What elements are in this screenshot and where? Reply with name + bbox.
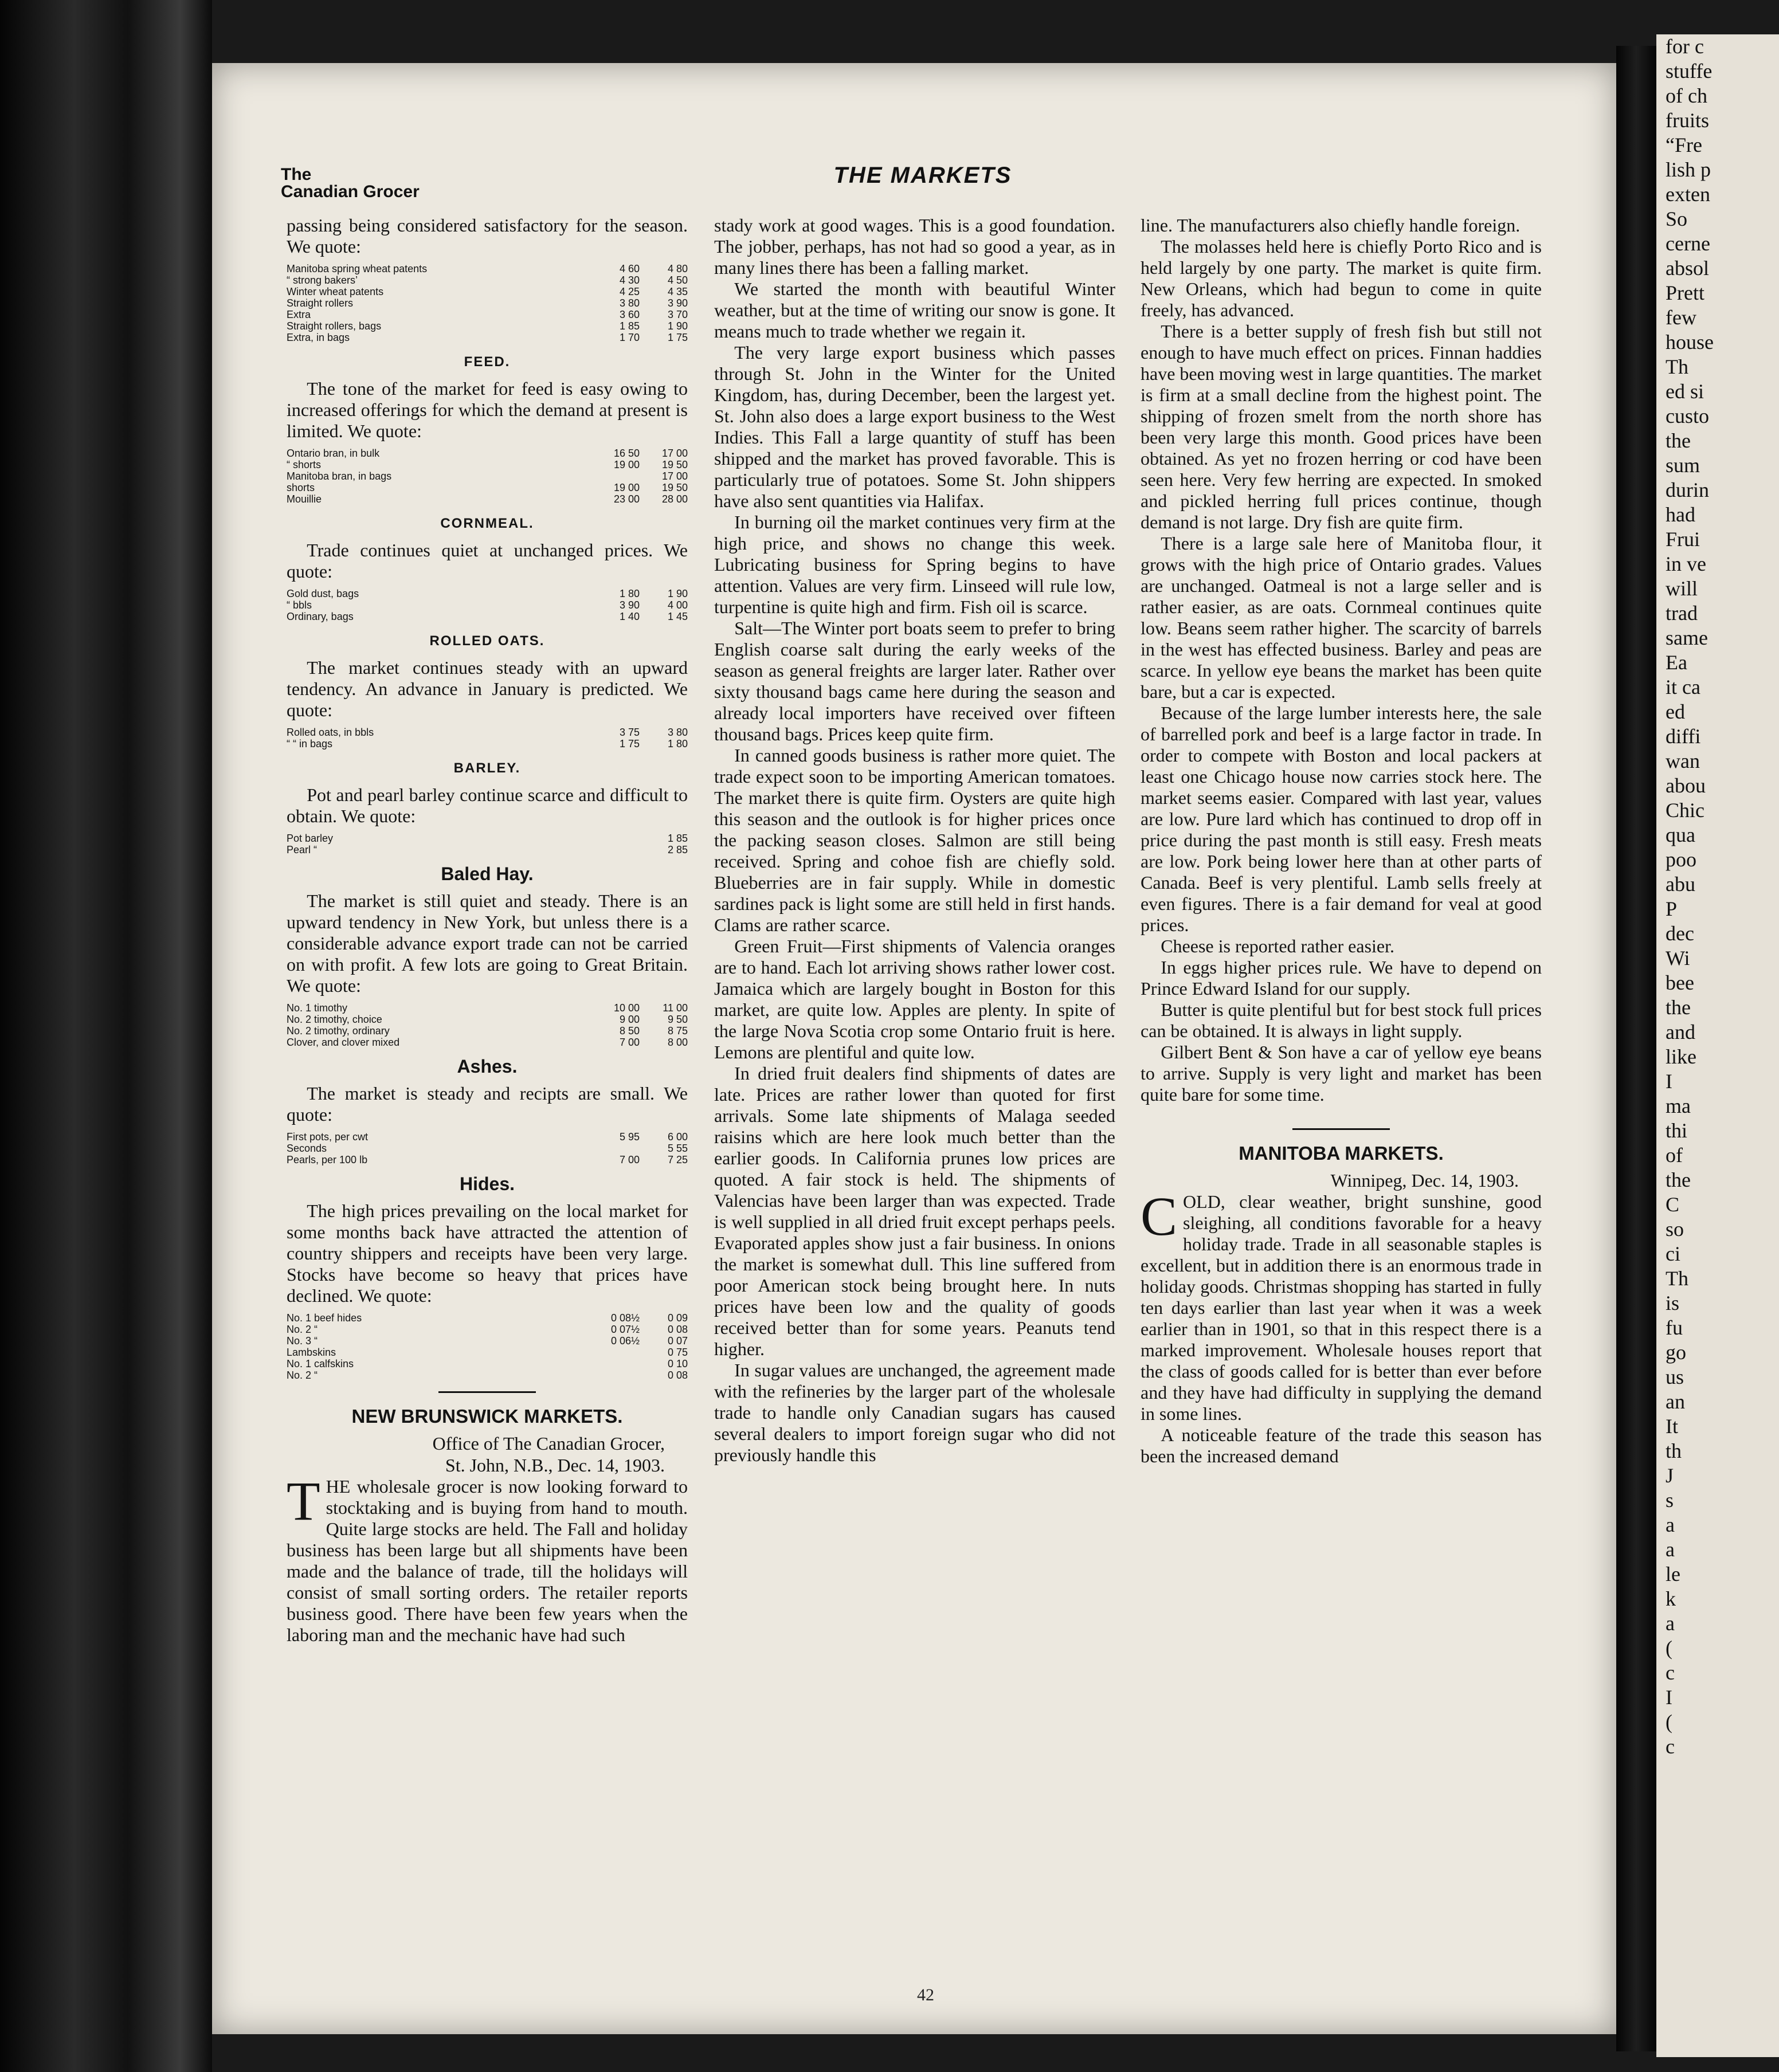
quote-item [287, 286, 591, 297]
quote-item [287, 448, 591, 459]
quote-low: 0 06½ [610, 1335, 640, 1347]
quote-row [287, 448, 688, 459]
adjacent-page-text: th [1666, 1439, 1682, 1462]
quote-item-label: Manitoba spring wheat patents [287, 263, 429, 274]
manitoba-paragraph-2: A noticeable feature of the trade this season has been the increased demand [1141, 1424, 1542, 1466]
feed-quotes-table [287, 448, 688, 505]
adjacent-page-text: it ca [1666, 676, 1700, 698]
quote-low: 3 90 [619, 599, 640, 611]
quote-row [287, 738, 688, 749]
book-binding [0, 0, 212, 2072]
barley-paragraph: Pot and pearl barley continue scarce and difficult to obtain. We quote: [287, 784, 688, 826]
quote-item-label: No. 1 beef hides [287, 1312, 364, 1324]
quote-high: 1 90 [667, 320, 688, 332]
quote-row [287, 1154, 688, 1166]
adjacent-page-text: Ea [1666, 651, 1687, 674]
column-2 [714, 215, 1115, 1466]
quote-row [287, 263, 688, 274]
adjacent-page-text: had [1666, 503, 1695, 526]
quote-row [287, 611, 688, 622]
quote-item [287, 459, 591, 470]
adjacent-page-text: the [1666, 996, 1691, 1019]
quote-item-label: shorts [287, 482, 317, 493]
adjacent-page-text: in ve [1666, 552, 1706, 575]
col2-paragraph-5: Salt—The Winter port boats seem to prefer to bring English coarse salt during the early weeks of the season as general freights are larger later. Rather over sixty thousand bags came here during the season and already local importers have received over fifteen thousand bags. Prices keep quite firm. [714, 618, 1115, 744]
nb-dateline: St. John, N.B., Dec. 14, 1903. [445, 1455, 665, 1475]
quote-item-label: Pot barley [287, 833, 335, 844]
quote-high: 0 07 [667, 1335, 688, 1347]
quote-high: 7 25 [667, 1154, 688, 1166]
quote-item [287, 274, 591, 286]
quote-item-label: Pearls, per 100 lb [287, 1154, 370, 1166]
quote-row [287, 844, 688, 856]
quote-row [287, 588, 688, 599]
manitoba-paragraph-1 [1141, 1186, 1542, 1424]
adjacent-page-text: diffi [1666, 725, 1701, 748]
adjacent-page-text: same [1666, 626, 1708, 649]
quote-high: 0 08 [667, 1324, 688, 1335]
quote-item [287, 1131, 591, 1143]
quote-low: 9 00 [619, 1014, 640, 1025]
quote-row [287, 482, 688, 493]
quote-item-label: “ bbls [287, 599, 314, 611]
adjacent-page-text: le [1666, 1563, 1680, 1586]
quote-item-label: No. 2 timothy, choice [287, 1014, 385, 1025]
adjacent-page-text: lish p [1666, 158, 1711, 181]
quote-item [287, 1014, 591, 1025]
adjacent-page-text: like [1666, 1045, 1696, 1068]
adjacent-page-text: Wi [1666, 947, 1690, 970]
col2-paragraph-9: In sugar values are unchanged, the agreement made with the refineries by the larger part of the wholesale trade to handle only Canadian sugars has caused several dealers to import foreign sugar who did not previously handle this [714, 1360, 1115, 1465]
quote-high: 17 00 [661, 448, 688, 459]
quote-high: 17 00 [661, 470, 688, 482]
quote-row [287, 332, 688, 343]
quote-item-label: Extra, in bags [287, 332, 352, 343]
hides-quotes-table [287, 1312, 688, 1381]
adjacent-page-text: is [1666, 1292, 1680, 1314]
quote-low [591, 833, 640, 844]
nb-text: HE wholesale grocer is now looking forward to stocktaking and is buying from hand to mouth. Quite large stocks are held. The Fall and holiday business has been large but all shipments have been made and the balance of trade, till the holidays will consist of small sorting orders. The retailer reports business good. There have been few years when the laboring man and the mechanic have had such [287, 1476, 688, 1645]
quote-low [591, 1143, 640, 1154]
quote-high: 3 70 [667, 309, 688, 320]
quote-high: 3 90 [667, 297, 688, 309]
manitoba-dateline: Winnipeg, Dec. 14, 1903. [1330, 1170, 1519, 1191]
quote-low: 4 30 [619, 274, 640, 286]
quote-row [287, 320, 688, 332]
adjacent-page-text: will [1666, 577, 1698, 600]
quote-high: 8 75 [667, 1025, 688, 1037]
adjacent-page-text: I [1666, 1070, 1672, 1093]
barley-quotes-table [287, 833, 688, 856]
quote-low: 4 25 [619, 286, 640, 297]
ashes-quotes-table [287, 1131, 688, 1166]
brand-line-1: The [281, 165, 312, 184]
section-divider [438, 1391, 536, 1393]
quote-item-label: Extra [287, 309, 313, 320]
quote-high: 4 80 [667, 263, 688, 274]
adjacent-page-text: wan [1666, 749, 1700, 772]
quote-item [287, 599, 591, 611]
newspaper-page [212, 63, 1616, 2034]
quote-high: 0 09 [667, 1312, 688, 1324]
col3-paragraph-6: Cheese is reported rather easier. [1161, 936, 1394, 956]
quote-high: 0 08 [667, 1369, 688, 1381]
quote-item [287, 1025, 591, 1037]
col2-paragraph-4: In burning oil the market continues very firm at the high price, and shows no change this week. Lubricating business for Spring begins to have attention. Values are very firm. Linseed will rule low, turpentine is quite high and firm. Fish oil is scarce. [714, 512, 1115, 617]
cornmeal-quotes-table [287, 588, 688, 622]
quote-high: 19 50 [661, 459, 688, 470]
quote-row [287, 1369, 688, 1381]
col3-paragraph-7: In eggs higher prices rule. We have to depend on Prince Edward Island for our supply. [1141, 957, 1542, 999]
adjacent-page-text: the [1666, 429, 1691, 452]
quote-high: 28 00 [661, 493, 688, 505]
manitoba-dropcap: C [1141, 1186, 1178, 1247]
adjacent-page-text: P [1666, 897, 1678, 920]
adjacent-page-text: ed si [1666, 380, 1704, 403]
quote-item-label: Manitoba bran, in bags [287, 470, 394, 482]
quote-item-label: No. 1 timothy [287, 1002, 350, 1014]
intro-paragraph: passing being considered satisfactory for the season. We quote: [287, 215, 688, 257]
quote-row [287, 1037, 688, 1048]
quote-high: 8 00 [667, 1037, 688, 1048]
quote-row [287, 470, 688, 482]
quote-low [591, 1347, 640, 1358]
section-title: THE MARKETS [833, 163, 1012, 188]
quote-row [287, 833, 688, 844]
quote-row [287, 459, 688, 470]
col2-paragraph-2: We started the month with beautiful Winter weather, but at the time of writing our snow is gone. It means much to trade whether we regain it. [714, 278, 1115, 342]
quote-low [591, 844, 640, 856]
quote-item-label: “ “ in bags [287, 738, 335, 749]
quote-row [287, 599, 688, 611]
rolled-oats-paragraph: The market continues steady with an upward tendency. An advance in January is predicted. We quote: [287, 657, 688, 720]
adjacent-page-text: exten [1666, 183, 1710, 206]
adjacent-page-text: and [1666, 1021, 1695, 1043]
quote-row [287, 1347, 688, 1358]
manitoba-heading: MANITOBA MARKETS. [1239, 1143, 1444, 1164]
adjacent-page-text: durin [1666, 478, 1709, 501]
rolled-oats-quotes-table [287, 727, 688, 749]
adjacent-page-text: It [1666, 1415, 1678, 1438]
adjacent-page-text: C [1666, 1193, 1680, 1216]
quote-low: 4 60 [619, 263, 640, 274]
quote-item [287, 309, 591, 320]
hides-paragraph: The high prices prevailing on the local market for some months back have attracted the attention of country shippers and receipts have been very large. Stocks have become so heavy that prices have declined. We quote: [287, 1200, 688, 1306]
page-gutter [1616, 46, 1656, 2051]
quote-high: 9 50 [667, 1014, 688, 1025]
quote-low: 23 00 [613, 493, 640, 505]
quote-item [287, 588, 591, 599]
adjacent-page-text: c [1666, 1661, 1675, 1684]
quote-high: 4 00 [667, 599, 688, 611]
adjacent-page-text: ma [1666, 1094, 1691, 1117]
quote-item-label: Gold dust, bags [287, 588, 361, 599]
quote-low: 7 00 [619, 1037, 640, 1048]
column-1 [287, 215, 688, 1646]
col3-paragraph-2: The molasses held here is chiefly Porto Rico and is held largely by one party. The market is quite firm. New Orleans, which had begun to come in quite freely, has advanced. [1141, 236, 1542, 320]
ashes-paragraph: The market is steady and recipts are small. We quote: [287, 1083, 688, 1125]
adjacent-page-text: a [1666, 1538, 1675, 1561]
quote-item-label: Mouillie [287, 493, 324, 505]
adjacent-page-text: ci [1666, 1242, 1680, 1265]
quote-row [287, 1025, 688, 1037]
quote-row [287, 1312, 688, 1324]
adjacent-page-text: c [1666, 1735, 1675, 1758]
adjacent-page-text: custo [1666, 405, 1709, 427]
quote-low: 19 00 [613, 459, 640, 470]
quote-row [287, 1358, 688, 1369]
quote-high: 4 35 [667, 286, 688, 297]
quote-item-label: No. 2 “ [287, 1324, 320, 1335]
quote-high: 3 80 [667, 727, 688, 738]
quote-row [287, 297, 688, 309]
col3-paragraph-5: Because of the large lumber interests here, the sale of barrelled pork and beef is a large factor in trade. In order to compete with Boston and local packers at least one Chicago house now carries stock here. The market seems easier. Compared with last year, values are low. Pure lard which has continued to drop off in price during the past month is still easy. Fresh meats are low. Pork being lower here than at other parts of Canada. Beef is very plentiful. Lamb sells freely at even figures. There is a fair demand for veal at good prices. [1141, 703, 1542, 935]
adjacent-page-text: s [1666, 1489, 1674, 1512]
quote-item [287, 611, 591, 622]
quote-low: 7 00 [619, 1154, 640, 1166]
quote-item-label: Seconds [287, 1143, 329, 1154]
adjacent-page-text: absol [1666, 257, 1709, 280]
quote-high: 1 45 [667, 611, 688, 622]
quote-high: 4 50 [667, 274, 688, 286]
quote-row [287, 493, 688, 505]
quote-high: 1 80 [667, 738, 688, 749]
adjacent-page-text: bee [1666, 971, 1694, 994]
quote-item [287, 1143, 591, 1154]
quote-item-label: Straight rollers [287, 297, 355, 309]
quote-high: 6 00 [667, 1131, 688, 1143]
quote-row [287, 309, 688, 320]
adjacent-page-text: So [1666, 207, 1688, 230]
col3-paragraph-8: Butter is quite plentiful but for best stock full prices can be obtained. It is always in light supply. [1141, 999, 1542, 1041]
hides-heading: Hides. [459, 1174, 515, 1194]
adjacent-page-text: “Fre [1666, 134, 1702, 156]
running-head [281, 163, 1565, 206]
adjacent-page-text: fruits [1666, 109, 1709, 132]
rolled-oats-heading: ROLLED OATS. [429, 633, 545, 649]
quote-low [591, 1358, 640, 1369]
nb-dropcap: T [287, 1470, 320, 1532]
adjacent-page-text: abu [1666, 873, 1695, 896]
cornmeal-heading: CORNMEAL. [440, 516, 534, 531]
adjacent-page-text: go [1666, 1341, 1686, 1364]
quote-low: 19 00 [613, 482, 640, 493]
quote-item-label: Ontario bran, in bulk [287, 448, 382, 459]
hay-quotes-table [287, 1002, 688, 1048]
adjacent-page-text: house [1666, 331, 1714, 354]
quote-item-label: No. 3 “ [287, 1335, 320, 1347]
quote-high: 19 50 [661, 482, 688, 493]
adjacent-page-text: ( [1666, 1710, 1672, 1733]
quote-low: 1 40 [619, 611, 640, 622]
adjacent-page-text: of ch [1666, 84, 1707, 107]
quote-item-label: No. 2 timothy, ordinary [287, 1025, 392, 1037]
quote-item-label: “ shorts [287, 459, 323, 470]
quote-low [591, 1369, 640, 1381]
col3-paragraph-9: Gilbert Bent & Son have a car of yellow eye beans to arrive. Supply is very light and market has been quite bare for some time. [1141, 1042, 1542, 1105]
quote-item [287, 297, 591, 309]
manitoba-text: OLD, clear weather, bright sunshine, good sleighing, all conditions favorable for a heavy holiday trade. Trade in all seasonable staples is excellent, but in addition there is an enormous trade in holiday goods. Christmas shopping has started in fully ten days earlier than last year when it was a week earlier than in 1901, so that in this respect there is a marked improvement. Wholesale houses report that the class of goods called for is better than ever before and they have had difficulty in supplying the demand in some lines. [1141, 1191, 1542, 1424]
quote-item [287, 1369, 591, 1381]
adjacent-page-text: us [1666, 1365, 1684, 1388]
quote-high: 11 00 [663, 1002, 688, 1014]
col2-paragraph-3: The very large export business which passes through St. John in the Winter for the United Kingdom, has, during December, been the largest yet. St. John also does a large export business to the West Indies. This Fall a large quantity of stuff has been shipped and the market has proved favorable. This is particularly true of potatoes. Some St. John shippers have also sent quantities via Halifax. [714, 342, 1115, 511]
quote-row [287, 286, 688, 297]
quote-low: 1 70 [619, 332, 640, 343]
quote-item [287, 1347, 591, 1358]
quote-item-label: No. 1 calfskins [287, 1358, 356, 1369]
quote-row [287, 1143, 688, 1154]
quote-high: 1 85 [667, 833, 688, 844]
col3-paragraph-3: There is a better supply of fresh fish but still not enough to have much effect on prices. Finnan haddies have been moving west in large quantities. The market is firm at a small decline from the highest point. The shipping of frozen smelt from the north shore has been very large this month. Good prices have been obtained. As yet no frozen herring or cod have been seen here. Very few herring are expected. In smoked and pickled herring full prices continue, though demand is not large. Dry fish are quite firm. [1141, 321, 1542, 532]
quote-row [287, 1014, 688, 1025]
adjacent-page-text: Chic [1666, 799, 1704, 822]
quote-item [287, 1358, 591, 1369]
quote-row [287, 1131, 688, 1143]
adjacent-page-text: k [1666, 1587, 1676, 1610]
quote-item [287, 263, 591, 274]
column-3 [1141, 215, 1542, 1467]
quote-item [287, 332, 591, 343]
adjacent-page-text: qua [1666, 823, 1695, 846]
quote-item [287, 1335, 591, 1347]
quote-high: 0 75 [667, 1347, 688, 1358]
adjacent-page-text: I [1666, 1686, 1672, 1709]
section-divider [1292, 1128, 1390, 1130]
new-brunswick-heading: NEW BRUNSWICK MARKETS. [351, 1406, 623, 1427]
quote-row [287, 1335, 688, 1347]
quote-low: 1 75 [619, 738, 640, 749]
quote-low: 5 95 [619, 1131, 640, 1143]
quote-item [287, 1312, 591, 1324]
adjacent-page-text: Frui [1666, 528, 1700, 551]
quote-item-label: Pearl “ [287, 844, 319, 856]
adjacent-page-text: fu [1666, 1316, 1683, 1339]
quote-high: 1 90 [667, 588, 688, 599]
cornmeal-paragraph: Trade continues quiet at unchanged prices. We quote: [287, 540, 688, 582]
quote-item-label: Clover, and clover mixed [287, 1037, 402, 1048]
quote-high: 0 10 [667, 1358, 688, 1369]
quote-low: 3 80 [619, 297, 640, 309]
adjacent-page-text: sum [1666, 454, 1700, 477]
quote-item [287, 1002, 591, 1014]
adjacent-page-text: stuffe [1666, 60, 1713, 83]
flour-quotes-table [287, 263, 688, 343]
quote-item-label: Ordinary, bags [287, 611, 356, 622]
adjacent-page-text: few [1666, 306, 1696, 329]
col3-paragraph-4: There is a large sale here of Manitoba flour, it grows with the high price of Ontario grades. Values are unchanged. Oatmeal is not a large seller and is rather easier, as are oats. Cornmeal continues quite low. Beans seem rather higher. The scarcity of barrels in the west has effected business. Barley and peas are scarce. In yellow eye beans the market has been quite bare, but a car is expected. [1141, 533, 1542, 702]
feed-heading: FEED. [464, 354, 511, 370]
quote-item [287, 1324, 591, 1335]
col3-paragraph-1: line. The manufacturers also chiefly handle foreign. [1141, 215, 1521, 236]
quote-high: 5 55 [667, 1143, 688, 1154]
barley-heading: BARLEY. [453, 760, 521, 776]
quote-item [287, 320, 591, 332]
quote-row [287, 1002, 688, 1014]
adjacent-page-text: cerne [1666, 232, 1710, 255]
ashes-heading: Ashes. [457, 1056, 518, 1077]
col2-paragraph-8: In dried fruit dealers find shipments of dates are late. Prices are rather lower than quoted for first arrivals. Some late shipments of Malaga seeded raisins which are here look much better than the earlier goods. In California prunes low prices are quoted. A fair stock is held. The shipments of Valencias have been larger than was expected. Trade is well supplied in all dried fruit except perhaps peels. Evaporated apples show just a fair business. In onions the market is somewhat dull. This line suffered from poor American stock being brought here. In nuts prices have been low and the quality of goods received better than for some years. Peanuts tend higher. [714, 1063, 1115, 1359]
quote-item [287, 833, 591, 844]
quote-item [287, 493, 591, 505]
adjacent-page-text: poo [1666, 848, 1696, 871]
quote-item-label: Winter wheat patents [287, 286, 386, 297]
adjacent-page-fragment [1656, 34, 1779, 2057]
col2-paragraph-1: stady work at good wages. This is a good foundation. The jobber, perhaps, has not had so good a year, as in many lines there has been a falling market. [714, 215, 1115, 278]
brand-line-2: Canadian Grocer [281, 182, 420, 201]
quote-item [287, 1154, 591, 1166]
quote-item [287, 470, 591, 482]
adjacent-page-text: ed [1666, 700, 1685, 723]
adjacent-page-text: trad [1666, 602, 1698, 625]
quote-row [287, 274, 688, 286]
quote-low: 8 50 [619, 1025, 640, 1037]
quote-item-label: First pots, per cwt [287, 1131, 370, 1143]
adjacent-page-text: thi [1666, 1119, 1688, 1142]
quote-low: 1 80 [619, 588, 640, 599]
quote-item [287, 1037, 591, 1048]
col2-paragraph-7: Green Fruit—First shipments of Valencia oranges are to hand. Each lot arriving shows rather lower cost. Jamaica which are largely bought in Boston for this market, are quite low. Apples are plenty. In spite of the large Nova Scotia crop some Ontario fruit is here. Lemons are plentiful and quite low. [714, 936, 1115, 1062]
adjacent-page-text: abou [1666, 774, 1706, 797]
adjacent-page-text: so [1666, 1218, 1684, 1241]
quote-item-label: “ strong bakers’ [287, 274, 360, 286]
quote-high: 2 85 [667, 844, 688, 856]
quote-item-label: No. 2 “ [287, 1369, 320, 1381]
baled-hay-paragraph: The market is still quiet and steady. There is an upward tendency in New York, but unless there is a considerable advance export trade can not be carried on with profit. A few lots are going to Great Britain. We quote: [287, 890, 688, 996]
quote-item-label: Lambskins [287, 1347, 338, 1358]
adjacent-page-text: Th [1666, 1267, 1688, 1290]
quote-low: 0 07½ [610, 1324, 640, 1335]
adjacent-page-text: the [1666, 1168, 1691, 1191]
quote-item [287, 482, 591, 493]
adjacent-page-text: a [1666, 1612, 1675, 1635]
quote-low: 10 00 [613, 1002, 640, 1014]
adjacent-page-text: J [1666, 1464, 1674, 1487]
quote-item [287, 844, 591, 856]
quote-item-label: Rolled oats, in bbls [287, 727, 376, 738]
feed-paragraph: The tone of the market for feed is easy owing to increased offerings for which the demand at present is limited. We quote: [287, 378, 688, 441]
quote-low: 16 50 [613, 448, 640, 459]
adjacent-page-text: a [1666, 1513, 1675, 1536]
nb-office-line: Office of The Canadian Grocer, [432, 1433, 665, 1454]
quote-item-label: Straight rollers, bags [287, 320, 383, 332]
page-number: 42 [917, 1985, 934, 2004]
adjacent-page-text: Prett [1666, 281, 1704, 304]
adjacent-page-text: an [1666, 1390, 1685, 1413]
col2-paragraph-6: In canned goods business is rather more quiet. The trade expect soon to be importing American tomatoes. The market there is quite firm. Oysters are quite high this season and the outlook is for higher prices once the packing season closes. Salmon are still being received. Spring and cohoe fish are chiefly sold. Blueberries are in fair supply. While in domestic sardines pack is light some are still held in first hands. Clams are rather scarce. [714, 745, 1115, 935]
adjacent-page-text: for c [1666, 35, 1704, 58]
adjacent-page-text: ( [1666, 1637, 1672, 1659]
quote-row [287, 727, 688, 738]
quote-high: 1 75 [667, 332, 688, 343]
nb-paragraph [287, 1470, 688, 1646]
quote-low [591, 470, 640, 482]
quote-item [287, 727, 591, 738]
quote-low: 0 08½ [610, 1312, 640, 1324]
quote-low: 3 75 [619, 727, 640, 738]
adjacent-page-text: dec [1666, 922, 1694, 945]
quote-low: 3 60 [619, 309, 640, 320]
adjacent-page-text: Th [1666, 355, 1688, 378]
adjacent-page-text: of [1666, 1144, 1683, 1167]
quote-low: 1 85 [619, 320, 640, 332]
baled-hay-heading: Baled Hay. [441, 864, 534, 884]
quote-item [287, 738, 591, 749]
quote-row [287, 1324, 688, 1335]
